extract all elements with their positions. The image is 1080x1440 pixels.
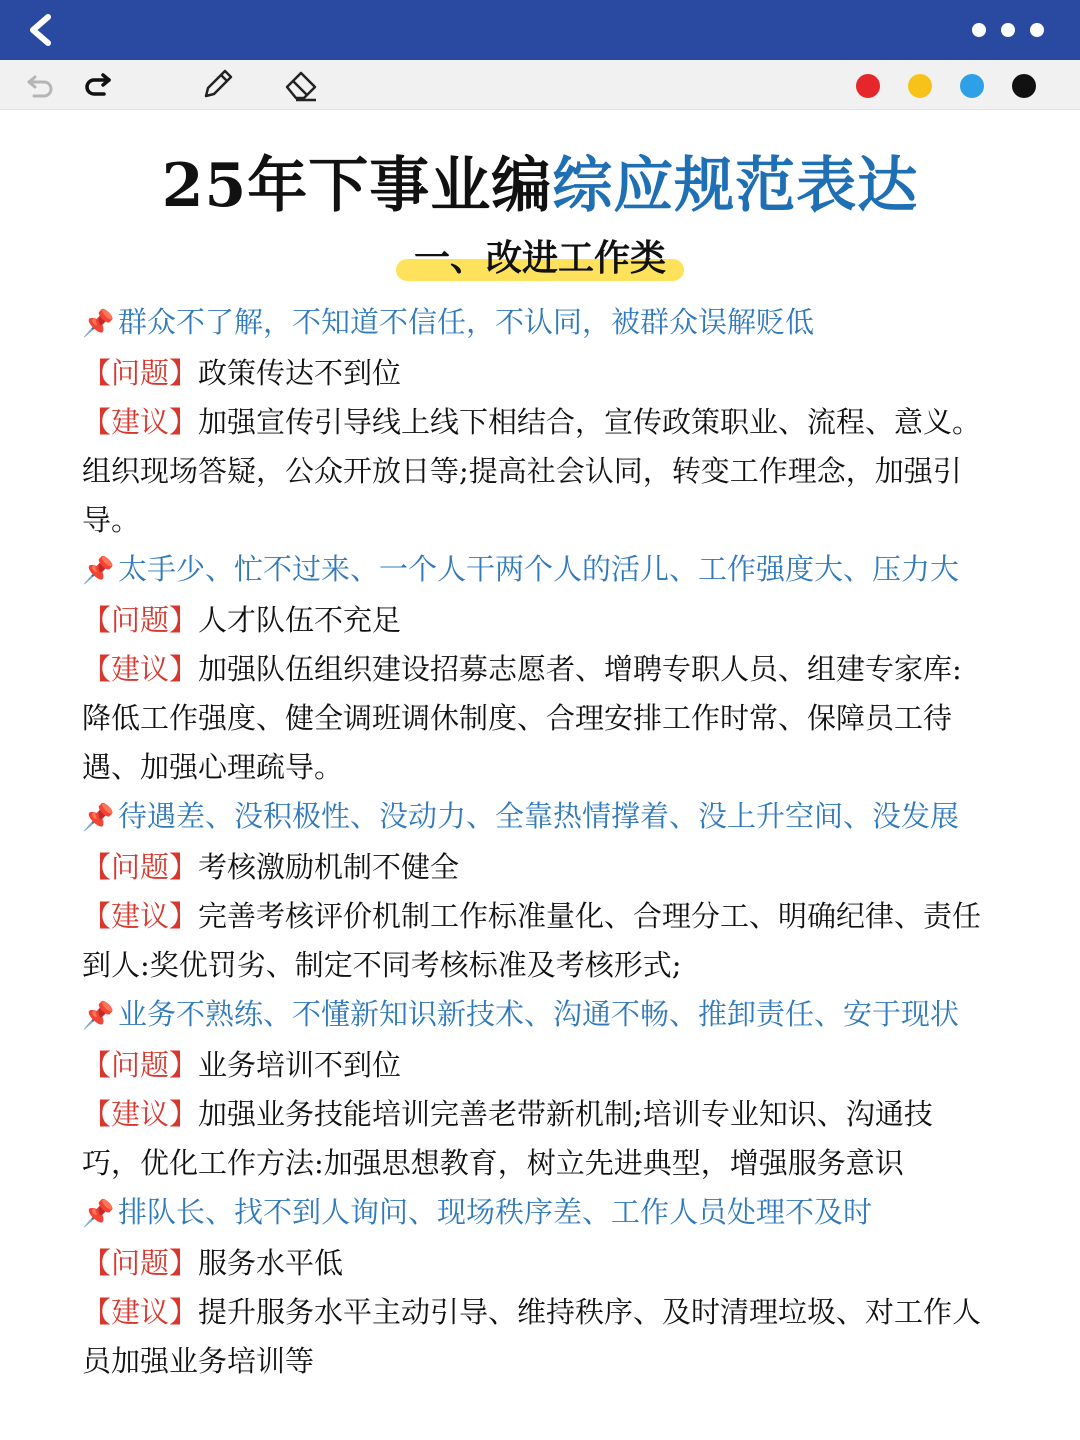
item-heading bbox=[82, 792, 1012, 843]
suggestion-line bbox=[82, 1139, 1012, 1188]
suggestion-line: 【建议】加强队伍组织建设招募志愿者、增聘专职人员、组建专家库: bbox=[82, 652, 962, 686]
heading-text: 群众不了解，不知道不信任，不认同，被群众误解贬低 bbox=[118, 305, 815, 339]
back-button[interactable] bbox=[18, 8, 62, 52]
suggestion-text: 降低工作强度、健全调班调休制度、合理安排工作时常、保障员工待 bbox=[82, 701, 953, 735]
problem-label: 问题 bbox=[111, 356, 170, 390]
suggestion-text: 提升服务水平主动引导、维持秩序、及时清理垃圾、对工作人 bbox=[198, 1295, 982, 1329]
pushpin-icon: 📌 bbox=[82, 1199, 115, 1229]
suggestion-line bbox=[82, 496, 1012, 545]
problem-label: 问题 bbox=[111, 1048, 170, 1082]
suggestion-text: 导。 bbox=[82, 503, 141, 537]
suggestion-line: 【建议】加强业务技能培训完善老带新机制;培训专业知识、沟通技 bbox=[82, 1097, 933, 1131]
suggestion-line bbox=[82, 941, 1012, 990]
suggestion-label: 建议 bbox=[111, 899, 170, 933]
suggestion-line bbox=[82, 694, 1012, 743]
title-part-black: 25年下事业编 bbox=[161, 151, 553, 221]
chevron-left-icon bbox=[26, 14, 54, 46]
problem-label: 问题 bbox=[111, 1246, 170, 1280]
title-part-blue: 综应规范表达 bbox=[552, 151, 919, 221]
suggestion-label: 建议 bbox=[111, 652, 170, 686]
problem-text: 服务水平低 bbox=[198, 1246, 344, 1280]
more-dots-icon bbox=[1001, 23, 1015, 37]
pushpin-icon: 📌 bbox=[82, 556, 115, 586]
eraser-icon bbox=[282, 67, 320, 103]
undo-icon bbox=[26, 71, 56, 99]
item-heading bbox=[82, 545, 1012, 596]
suggestion-text: 员加强业务培训等 bbox=[82, 1344, 315, 1378]
color-swatch-blue[interactable] bbox=[960, 74, 984, 98]
problem-text: 考核激励机制不健全 bbox=[198, 850, 460, 884]
problem-text: 人才队伍不充足 bbox=[198, 603, 402, 637]
suggestion-text: 加强业务技能培训完善老带新机制;培训专业知识、沟通技 bbox=[198, 1097, 933, 1131]
problem-text: 政策传达不到位 bbox=[198, 356, 402, 390]
pushpin-icon: 📌 bbox=[82, 803, 115, 833]
suggestion-line bbox=[82, 1337, 1012, 1386]
pushpin-icon: 📌 bbox=[82, 1001, 115, 1031]
color-swatch-black[interactable] bbox=[1012, 74, 1036, 98]
pencil-icon bbox=[199, 67, 235, 103]
eraser-tool-button[interactable] bbox=[282, 66, 320, 104]
more-options-button[interactable] bbox=[972, 18, 1044, 42]
suggestion-text: 到人:奖优罚劣、制定不同考核标准及考核形式; bbox=[82, 948, 682, 982]
more-dots-icon bbox=[1030, 23, 1044, 37]
more-dots-icon bbox=[972, 23, 986, 37]
problem-label: 问题 bbox=[111, 850, 170, 884]
suggestion-line bbox=[82, 447, 1012, 496]
pushpin-icon: 📌 bbox=[82, 309, 115, 339]
suggestion-label: 建议 bbox=[111, 405, 170, 439]
suggestion-label: 建议 bbox=[111, 1097, 170, 1131]
heading-text: 太手少、忙不过来、一个人干两个人的活儿、工作强度大、压力大 bbox=[118, 552, 960, 586]
top-nav-bar bbox=[0, 0, 1080, 60]
redo-icon bbox=[82, 71, 112, 99]
problem-line: 【问题】政策传达不到位 bbox=[82, 356, 402, 390]
suggestion-line: 【建议】提升服务水平主动引导、维持秩序、及时清理垃圾、对工作人 bbox=[82, 1295, 982, 1329]
suggestion-label: 建议 bbox=[111, 1295, 170, 1329]
suggestion-text: 加强队伍组织建设招募志愿者、增聘专职人员、组建专家库: bbox=[198, 652, 962, 686]
problem-line: 【问题】服务水平低 bbox=[82, 1246, 344, 1280]
suggestion-line: 【建议】完善考核评价机制工作标准量化、合理分工、明确纪律、责任 bbox=[82, 899, 982, 933]
heading-text: 业务不熟练、不懂新知识新技术、沟通不畅、推卸责任、安于现状 bbox=[118, 997, 960, 1031]
color-swatch-yellow[interactable] bbox=[908, 74, 932, 98]
suggestion-text: 完善考核评价机制工作标准量化、合理分工、明确纪律、责任 bbox=[198, 899, 982, 933]
section-header bbox=[0, 230, 1080, 281]
suggestion-line: 【建议】加强宣传引导线上线下相结合，宣传政策职业、流程、意义。 bbox=[82, 405, 982, 439]
suggestion-line bbox=[82, 743, 1012, 792]
pencil-tool-button[interactable] bbox=[198, 66, 236, 104]
heading-text: 排队长、找不到人询问、现场秩序差、工作人员处理不及时 bbox=[118, 1195, 873, 1229]
heading-text: 待遇差、没积极性、没动力、全靠热情撑着、没上升空间、没发展 bbox=[118, 799, 960, 833]
item-heading bbox=[82, 1188, 1012, 1239]
problem-line: 【问题】人才队伍不充足 bbox=[82, 603, 402, 637]
undo-button[interactable] bbox=[22, 66, 60, 104]
problem-line: 【问题】业务培训不到位 bbox=[82, 1048, 402, 1082]
suggestion-text: 组织现场答疑，公众开放日等;提高社会认同，转变工作理念，加强引 bbox=[82, 454, 962, 488]
item-heading bbox=[82, 298, 1012, 349]
suggestion-text: 遇、加强心理疏导。 bbox=[82, 750, 344, 784]
problem-text: 业务培训不到位 bbox=[198, 1048, 402, 1082]
problem-label: 问题 bbox=[111, 603, 170, 637]
suggestion-text: 加强宣传引导线上线下相结合，宣传政策职业、流程、意义。 bbox=[198, 405, 982, 439]
note-content bbox=[82, 298, 1012, 1386]
suggestion-text: 巧，优化工作方法:加强思想教育，树立先进典型，增强服务意识 bbox=[82, 1146, 904, 1180]
redo-button[interactable] bbox=[78, 66, 116, 104]
page-title bbox=[0, 138, 1080, 224]
section-subtitle: 一、改进工作类 bbox=[396, 230, 684, 281]
color-swatch-red[interactable] bbox=[856, 74, 880, 98]
problem-line: 【问题】考核激励机制不健全 bbox=[82, 850, 460, 884]
item-heading bbox=[82, 990, 1012, 1041]
